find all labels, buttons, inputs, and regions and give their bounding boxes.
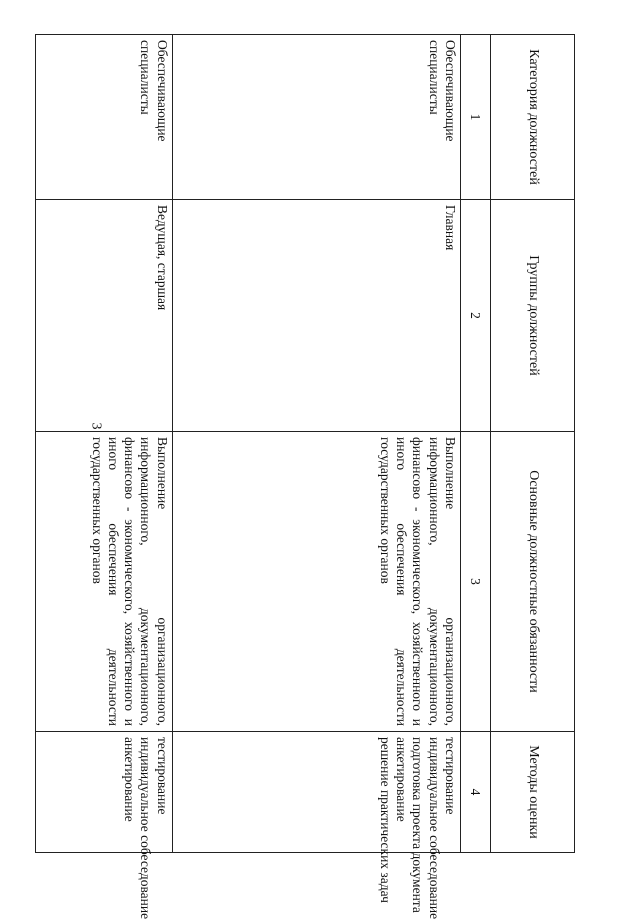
- column-number-row: [460, 35, 490, 853]
- column-number: 2: [460, 200, 490, 432]
- column-header: Основные должностные обязанности: [490, 432, 574, 732]
- category-cell: Обеспечивающие специалисты: [36, 35, 173, 200]
- column-header: Категория должностей: [490, 35, 574, 200]
- page-number: 3: [88, 422, 104, 430]
- group-cell: Ведущая, старшая: [36, 200, 173, 432]
- method-item: индивидуальное собеседование: [426, 737, 442, 919]
- duties-cell: Выполнение организационного, информационного, документационного, финансово - экономического, хозяйственного и иного обеспечения деятельности государственных органов: [36, 432, 173, 732]
- table-row: [172, 35, 460, 853]
- method-item: анкетирование: [394, 737, 410, 822]
- method-item: тестирование: [442, 737, 458, 815]
- method-item: решение практических задач: [378, 737, 394, 903]
- column-header: Методы оценки: [490, 732, 574, 853]
- column-header: Группы должностей: [490, 200, 574, 432]
- column-number: 3: [460, 432, 490, 732]
- methods-cell: [36, 732, 173, 919]
- category-cell: Обеспечивающие специалисты: [172, 35, 460, 200]
- table-container: [75, 34, 575, 919]
- header-row: [490, 35, 574, 853]
- duties-cell: Выполнение организационного, информационного, документационного, финансово - экономического, хозяйственного и иного обеспечения деятельности государственных органов: [172, 432, 460, 732]
- methods-cell: [172, 732, 460, 919]
- group-cell: Главная: [172, 200, 460, 432]
- method-item: тестирование: [154, 737, 170, 815]
- column-number: 1: [460, 35, 490, 200]
- table-row: [36, 35, 173, 853]
- method-item: анкетирование: [122, 737, 138, 822]
- method-item: индивидуальное собеседование: [138, 737, 154, 919]
- method-item: подготовка проекта документа: [410, 737, 426, 913]
- assessment-table: [35, 34, 575, 919]
- column-number: 4: [460, 732, 490, 853]
